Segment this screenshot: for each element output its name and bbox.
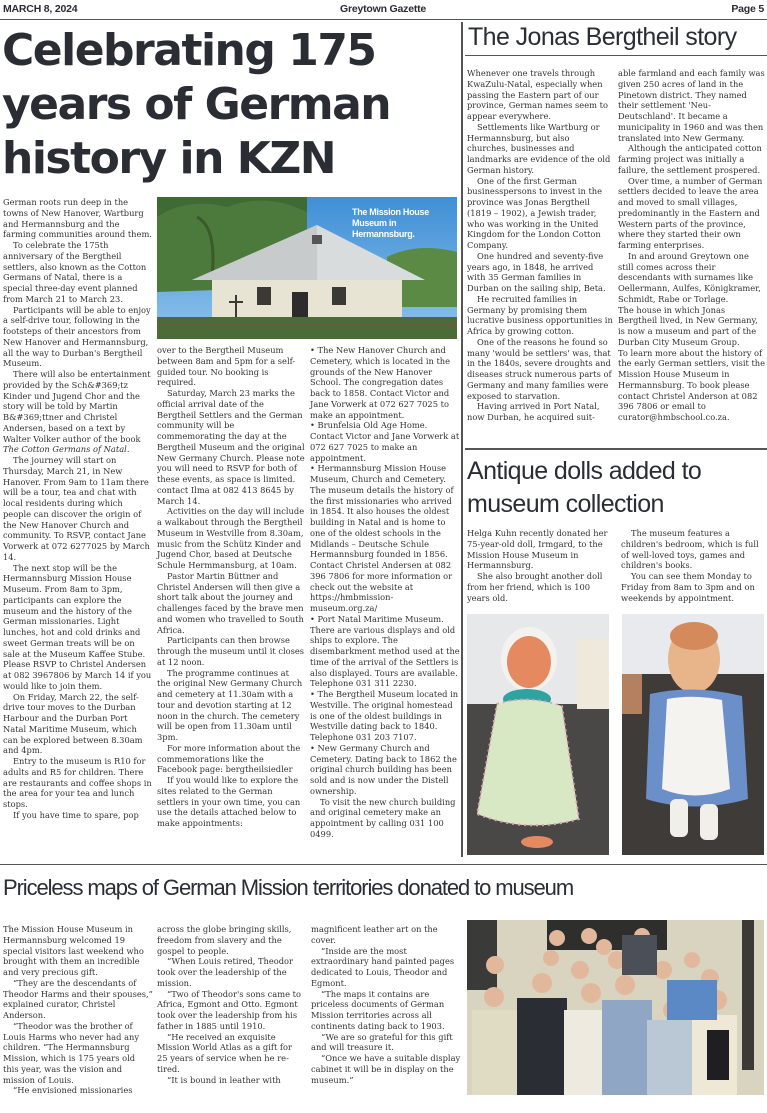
- paragraph: The next stop will be the Hermannsburg Mission House Museum. From 8am to 3pm, participants can explore the museum and the history of the German missionaries. Light lunches, hot and cold drinks and sweet German treats will be on sale at the Museum Kaffee Stube. Please RSVP to Christel Andersen at 082 3967806 by March 14 if you would like to join them.: [3, 562, 152, 691]
- doll-photo-2: [622, 614, 764, 855]
- bullet-item: • The New Hanover Church and Cemetery, which is located in the grounds of the New Hanover School. The congregation dates back to 1858. Contact Victor and Jane Vorwerk at 072 627 7025 to make an appointment.: [310, 345, 451, 420]
- paragraph: Participants can then browse through the museum until it closes at 12 noon.: [157, 635, 305, 667]
- paragraph: The journey will start on Thursday, March 21, in New Hanover. From 9am to 11am there will be a tour, tea and chat with local residents during which people can discover the origin of the New Hanover Church and community. To RSVP, contact Jane Vorwerk at 072 6277025 by March 14.: [3, 455, 150, 562]
- paragraph: “He envisioned missionaries: [13, 1085, 133, 1096]
- paragraph: Participants will be able to enjoy a self-drive tour, following in the footsteps of their ancestors from New Hanover and Hermannsburg, all the way to Durban's Bergtheil Museum.: [3, 304, 151, 369]
- masthead-rule: [0, 19, 767, 20]
- headline-line: history in KZN: [2, 133, 336, 184]
- mission-house-photo: [157, 197, 457, 339]
- paragraph: “It is bound in leather with: [167, 1074, 281, 1085]
- dolls-headline: Antique dolls added to museum collection: [467, 457, 702, 518]
- paragraph: “They are the descendants of Theodor Harms and their spouses,” explained curator, Christel Anderson.: [3, 977, 153, 1020]
- section-rule: [0, 864, 767, 865]
- paragraph: In and around Greytown one still comes across their descendants with surnames like Oellermann, Aulfes, Königkramer, Schmidt, Rabe or Torlage.: [618, 250, 761, 304]
- paragraph: He recruited families in Germany by promising them lucrative business opportunities in Africa by growing cotton.: [467, 293, 613, 336]
- paragraph-text: There will also be entertainment provided by the Sch&#369;tz Kinder und Jugend Chor and the story will be told by Martin B&#369;ttner and Christel Andersen, based on a text by Walter Volker author of the book: [3, 369, 151, 444]
- maps-column-1: [3, 924, 153, 1096]
- paragraph: Saturday, March 23 marks the official arrival date of the Bergtheil Settlers and the German community will be commemorating the day at the Bergtheil Museum and the original New Germany Church. Please note you will need to RSVP for both of these events, as space is limited. contact Ilma at 082 413 8645 by March 14.: [157, 388, 305, 506]
- bullet-item: • The Bergtheil Museum located in Westville. The original homestead is one of the oldest buildings in Westville dating back to 1840. Telephone 031 203 7107.: [310, 689, 459, 742]
- paragraph: Having arrived in Port Natal, now Durban, he acquired suit-: [467, 401, 600, 422]
- maps-column-3: [311, 924, 461, 1085]
- paragraph: “The maps it contains are priceless documents of German Mission territories across all continents dating back to 1903.: [311, 988, 445, 1031]
- paragraph: “Theodor was the brother of Louis Harms who never had any children. “The Hermannsburg Mission, which is 175 years old this year, was the vision and mission of Louis.: [3, 1020, 140, 1085]
- paragraph: Helga Kuhn recently donated her 75-year-old doll, Irmgard, to the Mission House Museum in Hermannsburg.: [467, 528, 608, 571]
- group-photo: [467, 920, 764, 1095]
- paragraph: For more information about the commemorations like the Facebook page: bergtheilsiedler: [157, 742, 301, 775]
- maps-headline: Priceless maps of German Mission territories donated to museum: [3, 875, 574, 900]
- paragraph: One hundred and seventy-five years ago, in 1848, he arrived with 35 German families in Durban on the sailing ship, Beta.: [467, 250, 606, 293]
- book-title: The Cotton Germans of Natal: [3, 444, 127, 455]
- publication-name: Greytown Gazette: [340, 3, 427, 15]
- group-of-descendants-illustration: [467, 920, 764, 1095]
- paragraph: One of the reasons he found so many 'would be settlers' was, that in the 1840s, severe droughts and diseases struck numerous parts of Germany and many families were exposed to starvation.: [467, 336, 612, 401]
- doll-floral-dress-illustration: [467, 614, 609, 855]
- main-article-column-1: [3, 197, 153, 821]
- bullet-item: • New Germany Church and Cemetery. Dating back to 1862 the original church building has been sold and is now under the Distell ownership.: [310, 742, 457, 796]
- masthead: [0, 0, 767, 20]
- main-article-column-2: [157, 345, 305, 829]
- paragraph: If you have time to spare, pop: [13, 809, 139, 820]
- paragraph: On Friday, March 22, the self-drive tour moves to the Durban Harbour and the Durban Port Natal Maritime Museum, which can be explored between 8.30am and 4pm.: [3, 691, 143, 756]
- paragraph: You can see them Monday to Friday from 8am to 3pm and on weekends by appointment.: [621, 571, 755, 603]
- paragraph: magnificent leather art on the cover.: [311, 924, 438, 945]
- bergtheil-headline: The Jonas Bergtheil story: [468, 23, 737, 51]
- paragraph: “We are so grateful for this gift and will treasure it.: [311, 1031, 453, 1053]
- paragraph: The Mission House Museum in Hermannsburg welcomed 19 special visitors last weekend who brought with them an incredible and very precious gift.: [3, 924, 144, 977]
- main-headline: [2, 24, 457, 186]
- doll-photo-1: [467, 614, 609, 855]
- bullet-item: • Port Natal Maritime Museum. There are various displays and old ships to explore. The disembarkment method used at the time of the arrival of the Settlers is also displayed. Tours are available. Telephone 031 311 2230.: [310, 613, 460, 689]
- photo-caption: The Mission House Museum in Hermannsburg.: [352, 207, 429, 239]
- paragraph: Whenever one travels through KwaZulu-Natal, especially when passing the Eastern part of our province, German names seem to appear everywhere.: [467, 68, 608, 121]
- paragraph: German roots run deep in the towns of New Hanover, Wartburg and Hermannsburg and the farming communities around them.: [3, 197, 152, 240]
- bergtheil-column-2: [618, 68, 766, 423]
- page-number: Page 5: [731, 3, 764, 15]
- maps-column-2: [157, 924, 305, 1085]
- paragraph: able farmland and each family was given 250 acres of land in the Pinetown district. They named their settlement 'Neu-Deutschland'. It became a municipality in 1960 and was then translated into New Germany.: [618, 68, 765, 143]
- paragraph: To visit the new church building and original cemetery make an appointment by calling 031 100 0499.: [310, 796, 456, 839]
- doll-blue-dress-illustration: [622, 614, 764, 855]
- paragraph: Activities on the day will include a walkabout through the Bergtheil Museum in Westville from 8.30am, music from the Schütz Kinder and Jugend Chor, based at Deutsche Schule Hermmansburg, at 10am.: [157, 506, 305, 570]
- paragraph: Over time, a number of German settlers decided to leave the area and moved to small villages, predominantly in the Eastern and Western parts of the province, where they started their own farming enterprises.: [618, 175, 763, 250]
- paragraph: Settlements like Wartburg or Hermannsburg, but also churches, businesses and landmarks are evidence of the old German history.: [467, 121, 611, 175]
- paragraph: She also brought another doll from her friend, which is 100 years old.: [467, 571, 603, 603]
- paragraph: There will also be entertainment provided by the Sch&#369;tz Kinder und Jugend Chor and the story will be told by Martin B&#369;ttner and Christel Andersen, based on a text by Walter Volker author of the book The Cotton Germans of Natal.: [3, 369, 151, 455]
- paragraph: Although the anticipated cotton farming project was initially a failure, the settlement prospered.: [618, 143, 762, 175]
- main-article-column-3: [310, 345, 460, 840]
- bergtheil-column-1: [467, 68, 613, 423]
- headline-line: years of German: [2, 79, 391, 130]
- paragraph: across the globe bringing skills, freedom from slavery and the gospel to people.: [157, 924, 292, 956]
- paragraph: “Once we have a suitable display cabinet it will be in display on the museum.”: [311, 1053, 461, 1085]
- paragraph: The house in which Jonas Bergtheil lived, in New Germany, is now a museum and part of the Durban City Museum Group.: [618, 304, 758, 347]
- column-divider: [461, 22, 463, 857]
- paragraph: To learn more about the history of the early German settlers, visit the Mission House Museum in Hermannsburg. To book please contact Christel Anderson at 082 396 7806 or email to curator@hmbschool.co.za.: [618, 347, 766, 422]
- issue-date: MARCH 8, 2024: [3, 3, 78, 15]
- dolls-column-2: [621, 528, 767, 603]
- paragraph: “When Louis retired, Theodor took over the leadership of the mission.: [157, 956, 294, 988]
- headline-rule: [465, 55, 767, 56]
- paragraph: Pastor Martin Büttner and Christel Andersen will then give a short talk about the journey and challenges faced by the brave men and women who travelled to South Africa.: [157, 570, 304, 635]
- paragraph: If you would like to explore the sites related to the German settlers in your own time, you can use the details attached below to make appointments:: [157, 775, 301, 828]
- dolls-column-1: [467, 528, 613, 603]
- bullet-item: • Brunfelsia Old Age Home. Contact Victor and Jane Vorwerk at 072 627 7025 to make an appointment.: [310, 420, 460, 463]
- paragraph: over to the Bergtheil Museum between 8am and 5pm for a self-guided tour. No booking is required.: [157, 345, 296, 388]
- headline-line: Celebrating 175: [2, 25, 376, 76]
- paragraph: “Two of Theodor's sons came to Africa, Egmont and Otto. Egmont took over the leadership from his father in 1885 until 1910.: [157, 988, 301, 1031]
- paragraph: The museum features a children's bedroom, which is full of well-loved toys, games and children's books.: [621, 528, 759, 571]
- paragraph: The programme continues at the original New Germany Church and cemetery at 11.30am with a tour and devotion starting at 12 noon in the church. The cemetery will be open from 11.30am until 3pm.: [157, 667, 303, 742]
- section-rule: [465, 448, 767, 450]
- paragraph: “He received an exquisite Mission World Atlas as a gift for 25 years of service when he re-tired.: [157, 1031, 292, 1074]
- paragraph: To celebrate the 175th anniversary of the Bergtheil settlers, also known as the Cotton Germans of Natal, there is a special three-day event planned from March 21 to March 23.: [3, 240, 147, 304]
- paragraph: “Inside are the most extraordinary hand painted pages dedicated to Louis, Theodor and Egmont.: [311, 945, 455, 988]
- bullet-item: • Hermannsburg Mission House Museum, Church and Cemetery. The museum details the history of the first missionaries who arrived in 1854. It also houses the oldest building in Natal and is home to one of the oldest schools in the Midlands – Deutsche Schule Hermannsburg founded in 1856. Contact Christel Andersen at 082 396 7806 for more information or check out the website at https://hmbmission-museum.org.za/: [310, 463, 454, 613]
- paragraph: Entry to the museum is R10 for adults and R5 for children. There are restaurants and coffee shops in the area for your tea and lunch stops.: [3, 756, 152, 809]
- paragraph: One of the first German businesspersons to invest in the province was Jonas Bergtheil (1819 – 1902), a Jewish trader, who was working in the United Kingdom for the London Cotton Company.: [467, 175, 603, 250]
